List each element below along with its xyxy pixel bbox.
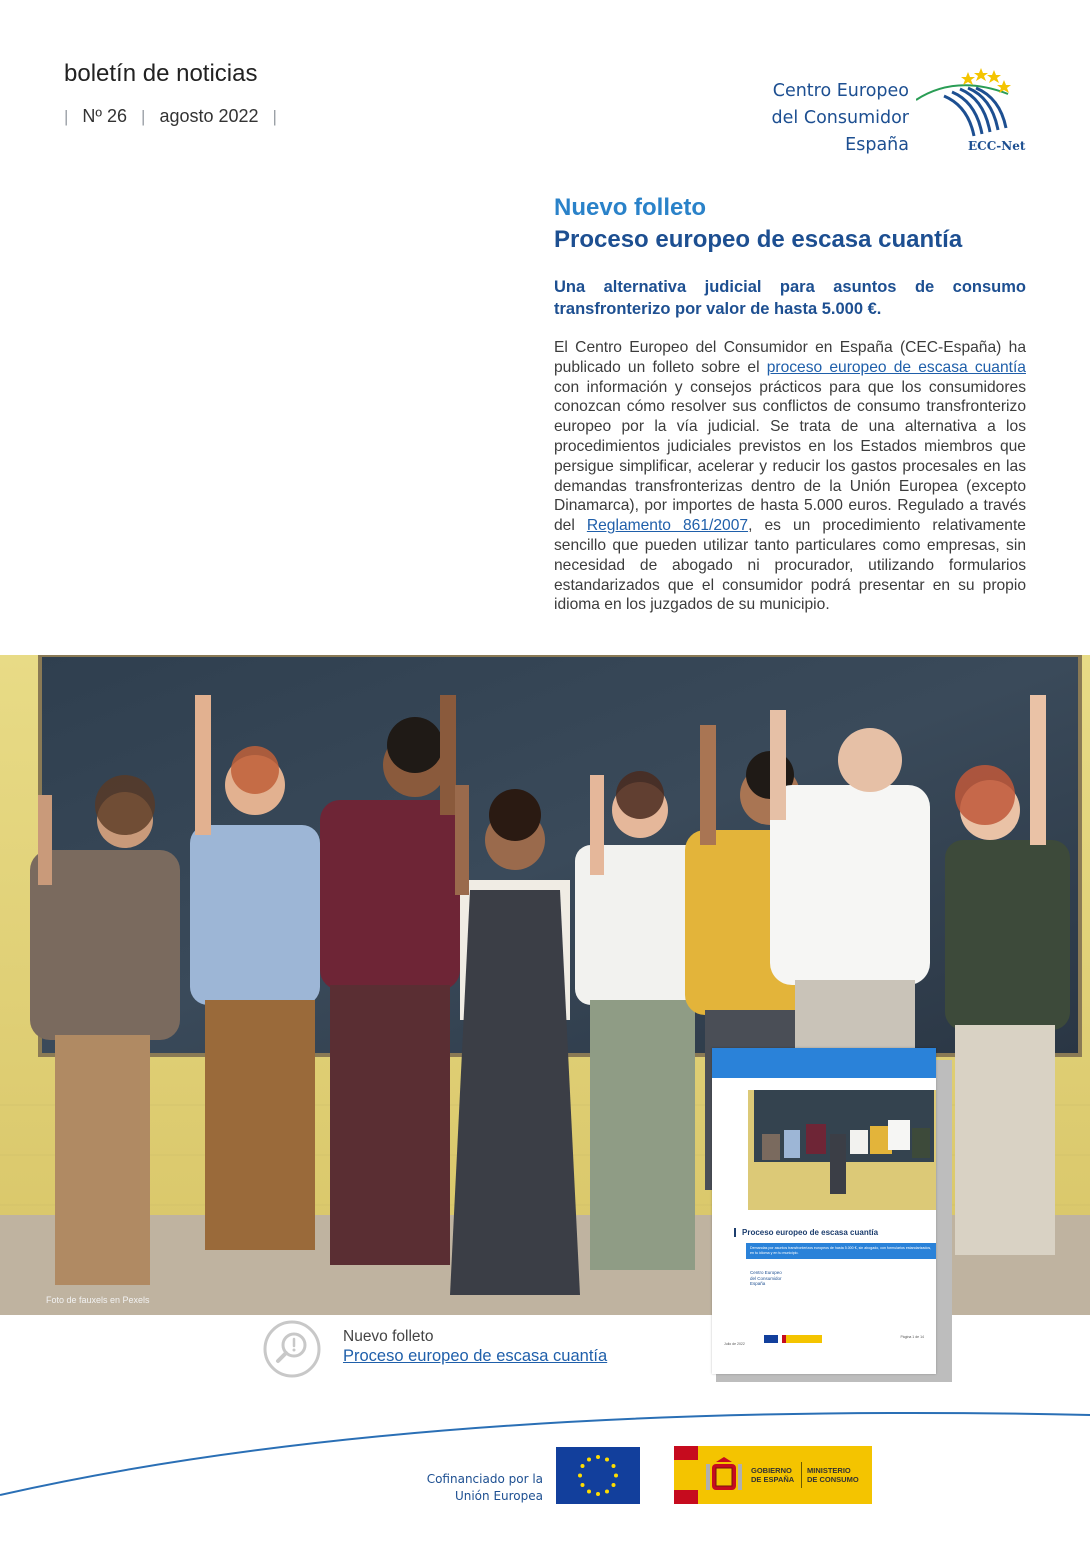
body-text: con información y consejos prácticos para que los consumidores conozcan cómo resolver sus conflictos de consumo transfronterizo europeo por la vía judicial. Se trata de una alternativa a los procedimientos judiciales previstos en los Estados miembros que persigue simplificar, acelerar y reducir los gastos procesales en las demandas transfronterizas dentro de la Unión Europea (excepto Dinamarca), por importes de hasta 5.000 euros. Regulado a través del: [554, 378, 1026, 535]
cofinanced-line: Cofinanciado por la: [426, 1472, 543, 1486]
brochure-footer-logos: [764, 1334, 836, 1344]
article-body: [554, 338, 1026, 615]
brochure-logo: [750, 1270, 782, 1287]
cec-logo: [750, 66, 1025, 158]
divider: |: [64, 106, 69, 126]
logo-line-1: Centro Europeo: [772, 81, 909, 101]
logo-badge: ECC-Net: [968, 139, 1026, 153]
issue-date: agosto 2022: [159, 106, 259, 126]
brochure-cover[interactable]: [712, 1048, 936, 1374]
gobierno-line: DE ESPAÑA: [751, 1474, 795, 1484]
brochure-photo: [748, 1090, 936, 1210]
gobierno-logo: [674, 1446, 872, 1504]
brochure-subtitle: Demandas por asuntos transfronterizos europeos de hasta 5.000 €, sin abogado, con formularios estandarizados, en tu idioma y en tu municipio.: [746, 1243, 936, 1259]
divider: |: [141, 106, 146, 126]
cofinanced-line: Unión Europea: [454, 1489, 543, 1503]
eu-flag-icon: [556, 1447, 640, 1504]
article-title: Proceso europeo de escasa cuantía: [554, 226, 963, 253]
brochure-top-band: [712, 1048, 936, 1078]
ecc-net-emblem-icon: [916, 66, 1026, 158]
brochure-logo-line: España: [750, 1281, 766, 1286]
logo-line-3: España: [845, 135, 909, 155]
issue-info: [64, 106, 277, 127]
article: [554, 192, 1026, 615]
spain-flag-stripe-icon: [674, 1446, 698, 1504]
logo-line-2: del Consumidor: [771, 108, 909, 128]
brochure-logo-line: Centro Europeo: [750, 1270, 782, 1275]
brochure-footer-date: Julio de 2022: [724, 1342, 745, 1346]
ministerio-text: [807, 1467, 859, 1484]
brochure-photo-illustration: [748, 1090, 936, 1210]
divider: [801, 1462, 802, 1488]
cta-brochure-link[interactable]: Proceso europeo de escasa cuantía: [343, 1347, 608, 1365]
body-text: , es un procedimiento relativamente sencillo que pueden utilizar tanto particulares como empresas, sin necesidad de abogado ni procurador, utilizando formularios estandarizados que el consumidor podrá presentar en su propio idioma en los juzgados de su municipio.: [554, 517, 1026, 614]
footer-swoosh: [0, 1400, 1090, 1510]
article-lead: Una alternativa judicial para asuntos de consumo transfronterizo por valor de hasta 5.000 €.: [554, 278, 1026, 318]
body-text: El Centro Europeo del Consumidor en España (CEC-España) ha publicado un folleto sobre el: [554, 339, 1026, 376]
divider: |: [272, 106, 277, 126]
gobierno-text: [751, 1467, 794, 1484]
gobierno-line: GOBIERNO: [751, 1466, 792, 1475]
issue-number: Nº 26: [82, 106, 128, 126]
article-kicker: Nuevo folleto: [554, 194, 707, 221]
logo-text: [772, 78, 909, 159]
ministerio-line: MINISTERIO: [807, 1466, 851, 1475]
brochure-logo-line: del Consumidor: [750, 1275, 782, 1281]
link-proceso-europeo[interactable]: proceso europeo de escasa cuantía: [766, 358, 1026, 376]
brochure-footer-page: Página 1 de 14: [900, 1335, 924, 1339]
ministerio-line: DE CONSUMO: [807, 1474, 859, 1484]
newsletter-title: boletín de noticias: [64, 60, 258, 87]
cta-kicker: Nuevo folleto: [343, 1328, 434, 1345]
link-reglamento[interactable]: Reglamento 861/2007: [586, 517, 749, 535]
coat-of-arms-icon: [704, 1456, 744, 1496]
magnifier-icon[interactable]: [263, 1320, 321, 1378]
brochure-title: Proceso europeo de escasa cuantía: [742, 1228, 879, 1237]
cofinanced-text: [400, 1471, 543, 1505]
photo-credit: Foto de fauxels en Pexels: [46, 1295, 150, 1305]
brochure-footer: [724, 1334, 924, 1346]
